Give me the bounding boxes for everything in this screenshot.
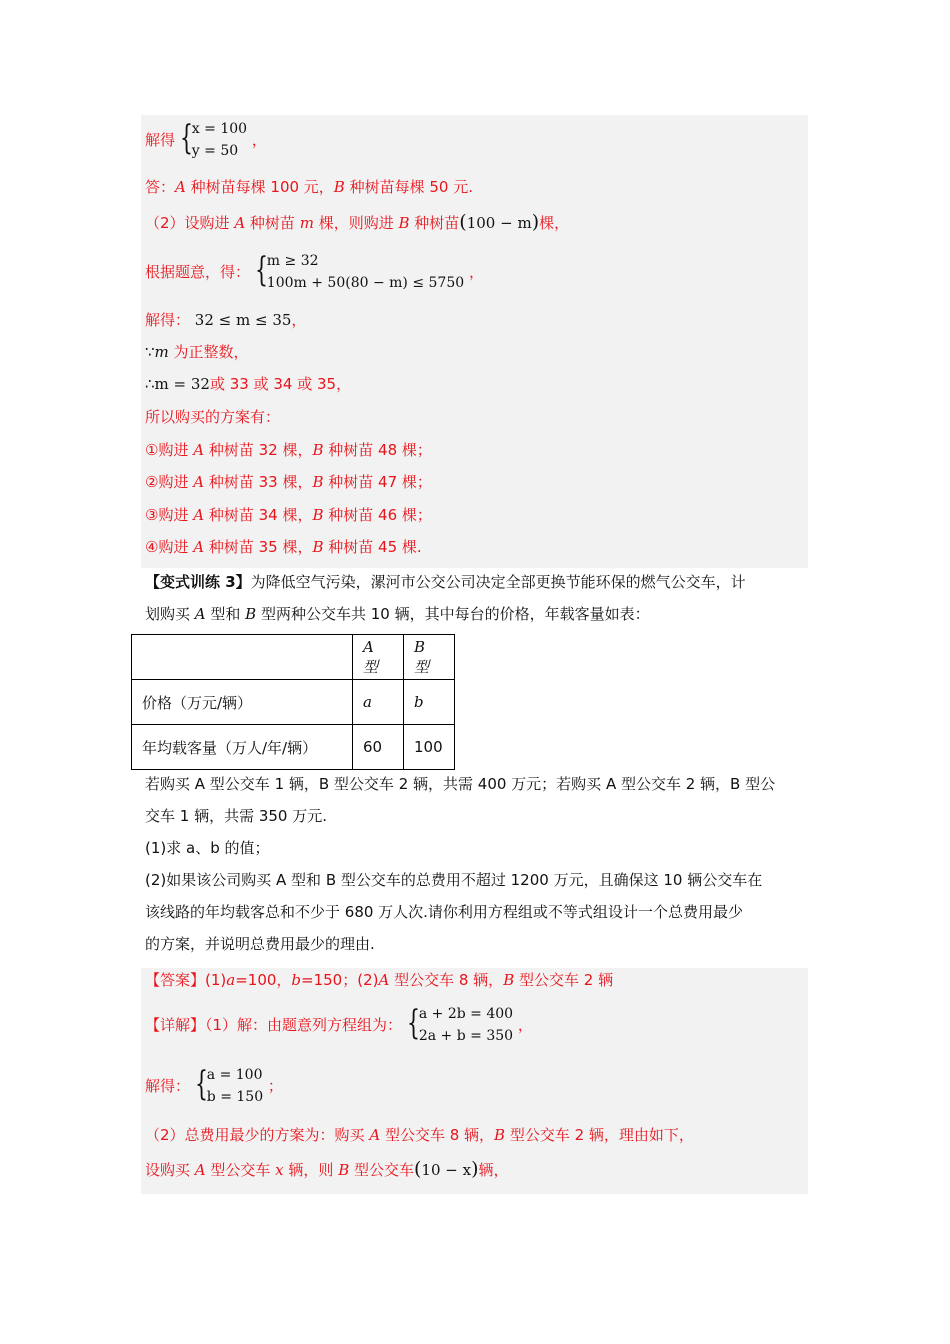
condition-line: 交车 1 辆，共需 350 万元. xyxy=(145,807,328,825)
problem-conditions xyxy=(145,768,805,960)
text: （2）总费用最少的方案为：购买 xyxy=(145,1126,370,1144)
text: (1) xyxy=(205,971,227,989)
text: 辆，则 xyxy=(283,1161,339,1179)
text: 型和 xyxy=(205,605,246,623)
text: （2）设购进 xyxy=(145,214,235,232)
var-a: A xyxy=(193,441,205,459)
punct: ， xyxy=(468,263,484,281)
punct: ； xyxy=(267,1077,283,1095)
answer-line-1 xyxy=(145,177,473,197)
var-b: B xyxy=(333,178,345,196)
solve-xy-system xyxy=(180,118,247,162)
range-expression: 32 ≤ m ≤ 35 xyxy=(194,311,292,329)
text: 为正整数， xyxy=(168,343,249,361)
table-cell: 价格（万元/辆） xyxy=(132,680,353,725)
plan-item xyxy=(145,505,432,525)
var-a: A xyxy=(369,1126,381,1144)
text: 种树苗 48 棵； xyxy=(323,441,432,459)
condition-line: 若购买 A 型公交车 1 辆，B 型公交车 2 辆，共需 400 万元；若购买 A 型公交车 2 辆，B 型公 xyxy=(145,775,776,793)
expression: 10 − x xyxy=(421,1161,472,1179)
text: 购进 xyxy=(158,473,194,491)
inequality-2: 100m + 50(80 − m) ≤ 5750 xyxy=(266,275,465,291)
table-row xyxy=(132,680,455,725)
answer-tag: 【答案】 xyxy=(145,971,206,989)
text: 型公交车 8 辆， xyxy=(380,1126,495,1144)
question-1: (1)求 a、b 的值； xyxy=(145,839,270,857)
paren-close: ) xyxy=(471,1158,479,1180)
text: 型两种公交车共 10 辆，其中每台的价格，年载客量如表： xyxy=(256,605,650,623)
var-a: A xyxy=(193,506,205,524)
table-cell: a xyxy=(353,680,404,725)
problem-intro-line-2 xyxy=(145,604,650,624)
text: 型公交车 2 辆 xyxy=(514,971,614,989)
table-header-cell: A 型 xyxy=(353,635,404,680)
text: 划购买 xyxy=(145,605,195,623)
question-2-line: 该线路的年均载客总和不少于 680 万人次.请你利用方程组或不等式组设计一个总费用最少 xyxy=(145,903,743,921)
var-b: B xyxy=(338,1161,350,1179)
plan-number: ② xyxy=(145,473,159,491)
paren-open: ( xyxy=(414,1158,422,1180)
var-a: A xyxy=(193,538,205,556)
inequality-system xyxy=(255,250,464,294)
equation-y: y = 50 xyxy=(191,143,239,159)
therefore-line xyxy=(145,374,351,394)
text: 种树苗 46 棵； xyxy=(323,506,432,524)
expression: 100 − m xyxy=(466,214,532,232)
var-b: B xyxy=(245,605,257,623)
part2-setup-line xyxy=(145,212,569,233)
text: 购进 xyxy=(158,506,194,524)
because-symbol: ∵ xyxy=(145,343,155,361)
brace-glyph: { xyxy=(254,250,268,290)
text: 种树苗 47 棵； xyxy=(323,473,432,491)
text: 辆， xyxy=(478,1161,509,1179)
equation-a: a = 100 xyxy=(206,1067,263,1083)
text: 型公交车 8 辆， xyxy=(389,971,504,989)
punct: ， xyxy=(517,1016,533,1034)
text: 棵， xyxy=(539,214,570,232)
table-header-cell xyxy=(132,635,353,680)
setup-inequality-line xyxy=(145,250,484,294)
solve-ab-line xyxy=(145,1064,283,1108)
table-header-cell: B 型 xyxy=(404,635,455,680)
plans-label xyxy=(145,407,280,427)
text: 或 33 或 34 或 35， xyxy=(209,375,352,393)
table-cell: b xyxy=(404,680,455,725)
paren-close: ) xyxy=(531,211,540,233)
equation-x: x = 100 xyxy=(191,121,248,137)
text: 型公交车 xyxy=(205,1161,276,1179)
bus-data-table xyxy=(131,634,455,770)
var-b: B xyxy=(312,441,324,459)
text: 棵，则购进 xyxy=(313,214,399,232)
text: =100， xyxy=(235,971,292,989)
inequality-1: m ≥ 32 xyxy=(266,253,319,269)
var-b: B xyxy=(312,506,324,524)
var-a: A xyxy=(175,178,186,196)
var-a: A xyxy=(194,1161,206,1179)
plan-item xyxy=(145,440,432,460)
var-a: A xyxy=(193,473,205,491)
text: 种树苗 35 棵， xyxy=(204,538,313,556)
table-row xyxy=(132,725,455,770)
text: （1）解：由题意列方程组为： xyxy=(205,1016,403,1034)
plan-item xyxy=(145,472,432,492)
var-a: a xyxy=(226,971,236,989)
plan-number: ① xyxy=(145,441,159,459)
table-cell: 60 xyxy=(353,725,404,770)
solve-xy-line xyxy=(145,118,267,162)
plan-item xyxy=(145,537,422,557)
problem-intro-line-1 xyxy=(145,572,746,592)
equation-system xyxy=(407,1003,513,1047)
equation-1: a + 2b = 400 xyxy=(418,1006,514,1022)
solve-label: 解得： xyxy=(145,1077,191,1095)
range-line xyxy=(145,310,306,330)
text: 型公交车 xyxy=(349,1161,414,1179)
table-header-row xyxy=(132,635,455,680)
text: 解得： xyxy=(145,311,191,329)
answer-text: 种树苗每棵 100 元， xyxy=(185,178,334,196)
var-b: B xyxy=(494,1126,506,1144)
table-cell: 100 xyxy=(404,725,455,770)
text: 种树苗 xyxy=(245,214,300,232)
var-x: x xyxy=(275,1161,284,1179)
text: 种树苗 34 棵， xyxy=(204,506,313,524)
answer-prefix: 答： xyxy=(145,178,176,196)
detail-tag: 【详解】 xyxy=(145,1016,206,1034)
brace-glyph: { xyxy=(194,1064,208,1104)
part2-plan-line xyxy=(145,1125,694,1145)
question-2-line: 的方案，并说明总费用最少的理由. xyxy=(145,935,375,953)
text: 为降低空气污染，漯河市公交公司决定全部更换节能环保的燃气公交车，计 xyxy=(250,573,746,591)
punct: ， xyxy=(291,311,307,329)
text: 型公交车 2 辆，理由如下， xyxy=(505,1126,694,1144)
var-m: m xyxy=(299,214,314,232)
var-a: A xyxy=(234,214,246,232)
text: 种树苗 32 棵， xyxy=(204,441,313,459)
var-a: A xyxy=(378,971,390,989)
var-b: B xyxy=(312,473,324,491)
var-b: B xyxy=(312,538,324,556)
var-m: m xyxy=(154,343,169,361)
var-b: B xyxy=(503,971,515,989)
expression: m = 32 xyxy=(154,375,210,393)
solve-label: 解得 xyxy=(145,131,176,149)
text: 所以购买的方案有： xyxy=(145,408,281,426)
solve-ab-system xyxy=(195,1064,263,1108)
text: 种树苗 45 棵. xyxy=(323,538,422,556)
answer-line-2 xyxy=(145,970,613,990)
problem-tag: 【变式训练 3】 xyxy=(145,573,251,591)
equation-b: b = 150 xyxy=(206,1089,264,1105)
text: 种树苗 33 棵， xyxy=(204,473,313,491)
plan-number: ③ xyxy=(145,506,159,524)
text: 购进 xyxy=(158,441,194,459)
var-b: B xyxy=(398,214,410,232)
setup-label: 根据题意，得： xyxy=(145,263,251,281)
text: 购进 xyxy=(158,538,194,556)
var-b: b xyxy=(291,971,302,989)
answer-text: 种树苗每棵 50 元. xyxy=(344,178,473,196)
brace-glyph: { xyxy=(406,1003,420,1043)
brace-glyph: { xyxy=(179,118,193,158)
set-x-line xyxy=(145,1159,509,1180)
plan-number: ④ xyxy=(145,538,159,556)
question-2-line: (2)如果该公司购买 A 型和 B 型公交车的总费用不超过 1200 万元，且确保这 10 辆公交车在 xyxy=(145,871,763,889)
equation-2: 2a + b = 350 xyxy=(418,1028,514,1044)
paren-open: ( xyxy=(459,211,467,233)
text: 种树苗 xyxy=(409,214,460,232)
table-cell: 年均载客量（万人/年/辆） xyxy=(132,725,353,770)
therefore-symbol: ∴ xyxy=(145,375,155,393)
text: =150；(2) xyxy=(301,971,379,989)
detail-line xyxy=(145,1003,533,1047)
punct: ， xyxy=(251,131,267,149)
because-line xyxy=(145,342,249,362)
text: 设购买 xyxy=(145,1161,195,1179)
var-a: A xyxy=(194,605,206,623)
